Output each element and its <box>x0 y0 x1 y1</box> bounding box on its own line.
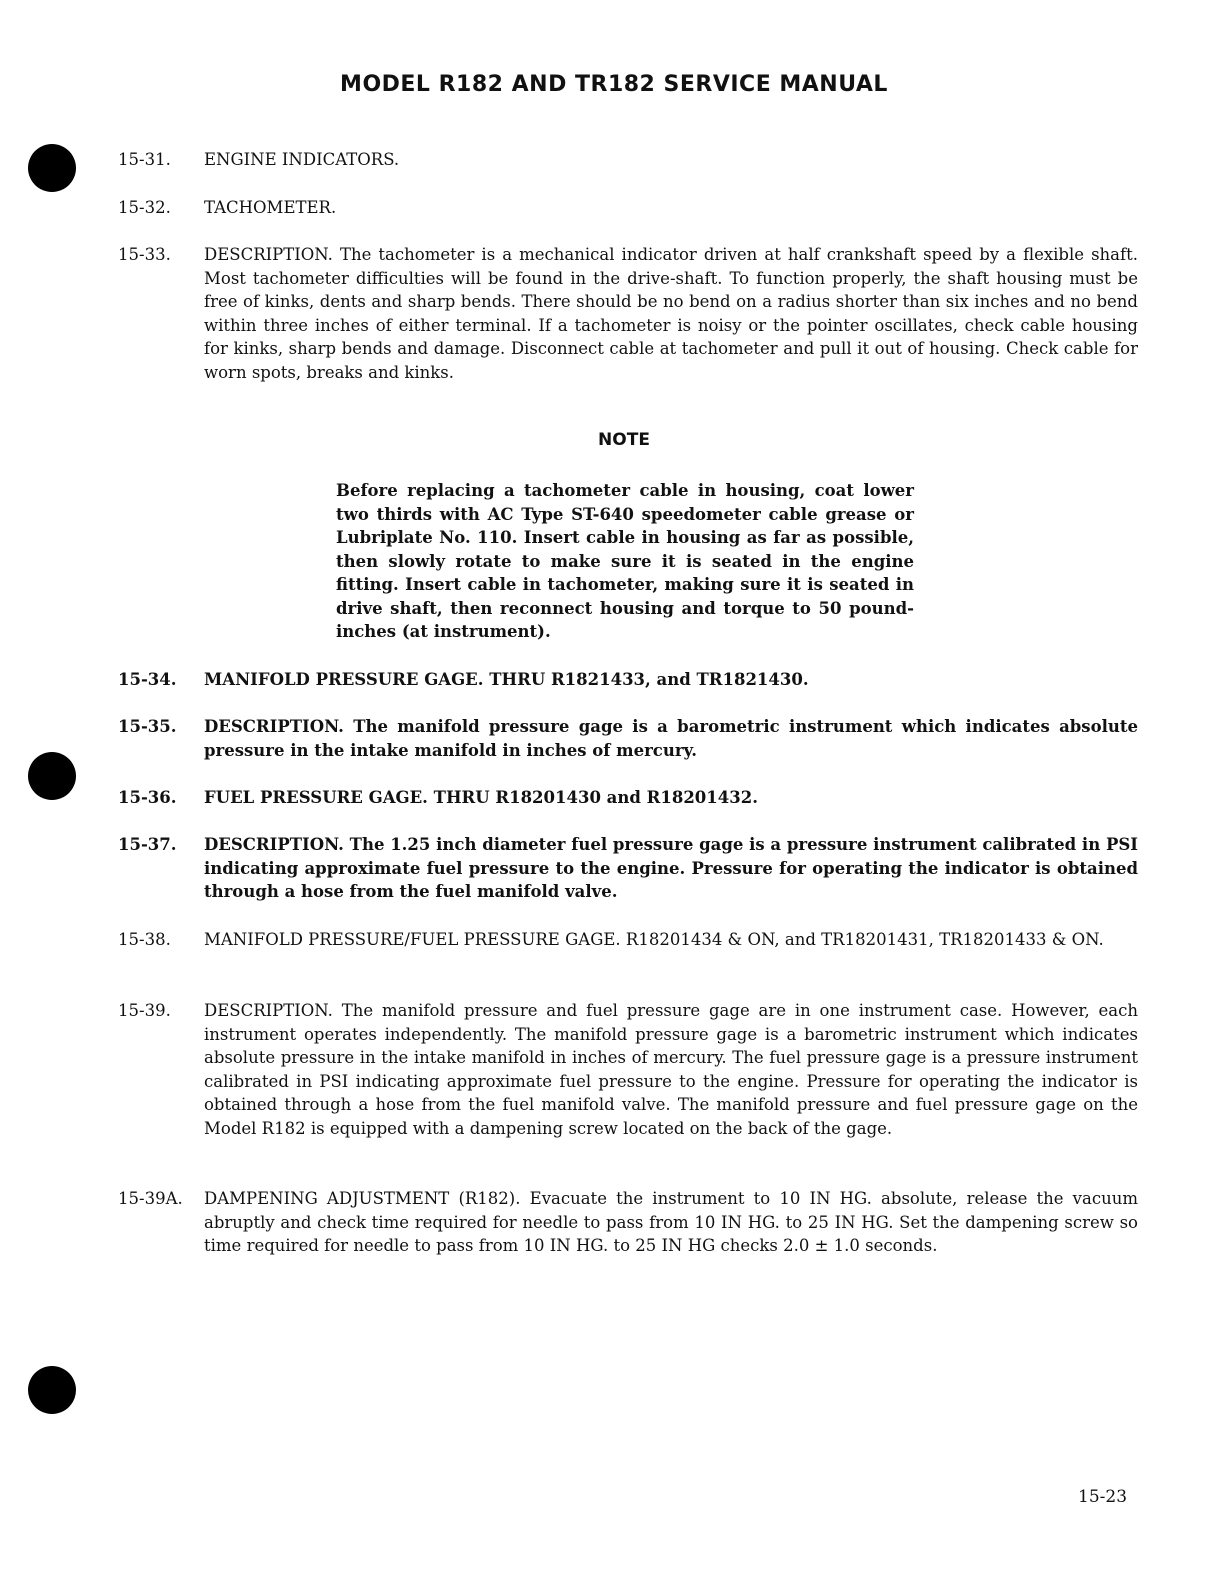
page-number: 15-23 <box>1078 1487 1128 1507</box>
paragraph-15-36 <box>118 786 1138 810</box>
paragraph-15-38 <box>118 928 1138 952</box>
paragraph-number: 15-35. <box>118 717 177 736</box>
paragraph-text: TACHOMETER. <box>204 198 337 217</box>
paragraph-15-31 <box>118 148 1138 172</box>
paragraph-15-39A <box>118 1187 1138 1258</box>
page-title: MODEL R182 AND TR182 SERVICE MANUAL <box>340 72 888 97</box>
paragraph-15-34 <box>118 668 1138 692</box>
paragraph-number: 15-33. <box>118 245 171 264</box>
paragraph-number: 15-38. <box>118 930 171 949</box>
paragraph-number: 15-39. <box>118 1001 171 1020</box>
paragraph-text: DESCRIPTION. The tachometer is a mechanical indicator driven at half crankshaft speed by a flexible shaft. Most tachometer difficulties will be found in the drive-shaft. To function properly, the shaft housing must be free of kinks, dents and sharp bends. There should be no bend on a radius shorter than six inches and no bend within three inches of either terminal. If a tachometer is noisy or the pointer oscillates, check cable housing for kinks, sharp bends and damage. Disconnect cable at tachometer and pull it out of housing. Check cable for worn spots, breaks and kinks. <box>204 245 1138 382</box>
paragraph-text: ENGINE INDICATORS. <box>204 150 400 169</box>
note-text: Before replacing a tachometer cable in housing, coat lower two thirds with AC Type ST-640 speedometer cable grease or Lubriplate No. 110. Insert cable in housing as far as possible, then slowly rotate to make sure it is seated in the engine fitting. Insert cable in tachometer, making sure it is seated in drive shaft, then reconnect housing and torque to 50 pound-inches (at instrument). <box>336 481 914 641</box>
paragraph-number: 15-31. <box>118 150 171 169</box>
paragraph-15-39 <box>118 999 1138 1140</box>
paragraph-number: 15-39A. <box>118 1189 183 1208</box>
paragraph-15-33 <box>118 243 1138 384</box>
note-heading: NOTE <box>598 430 650 450</box>
paragraph-text: DESCRIPTION. The 1.25 inch diameter fuel pressure gage is a pressure instrument calibrated in PSI indicating approximate fuel pressure to the engine. Pressure for operating the indicator is obtained through a hose from the fuel manifold valve. <box>204 835 1138 901</box>
paragraph-15-37 <box>118 833 1138 904</box>
punch-hole-bottom <box>28 1366 76 1414</box>
paragraph-number: 15-34. <box>118 670 177 689</box>
paragraph-text: FUEL PRESSURE GAGE. THRU R18201430 and R18201432. <box>204 788 758 807</box>
paragraph-15-32 <box>118 196 1138 220</box>
paragraph-number: 15-32. <box>118 198 171 217</box>
punch-hole-middle <box>28 752 76 800</box>
paragraph-number: 15-36. <box>118 788 177 807</box>
paragraph-text: DAMPENING ADJUSTMENT (R182). Evacuate the instrument to 10 IN HG. absolute, release the vacuum abruptly and check time required for needle to pass from 10 IN HG. to 25 IN HG. Set the dampening screw so time required for needle to pass from 10 IN HG. to 25 IN HG checks 2.0 ± 1.0 seconds. <box>204 1189 1138 1255</box>
paragraph-text: DESCRIPTION. The manifold pressure and fuel pressure gage are in one instrument case. However, each instrument operates independently. The manifold pressure gage is a barometric instrument which indicates absolute pressure in the intake manifold in inches of mercury. The fuel pressure gage is a pressure instrument calibrated in PSI indicating approximate fuel pressure to the engine. Pressure for operating the indicator is obtained through a hose from the fuel manifold valve. The manifold pressure and fuel pressure gage on the Model R182 is equipped with a dampening screw located on the back of the gage. <box>204 1001 1138 1138</box>
paragraph-text: DESCRIPTION. The manifold pressure gage is a barometric instrument which indicates absolute pressure in the intake manifold in inches of mercury. <box>204 717 1138 760</box>
paragraph-text: MANIFOLD PRESSURE/FUEL PRESSURE GAGE. R18201434 & ON, and TR18201431, TR18201433 & ON. <box>204 930 1104 949</box>
paragraph-text: MANIFOLD PRESSURE GAGE. THRU R1821433, and TR1821430. <box>204 670 809 689</box>
paragraph-15-35 <box>118 715 1138 762</box>
paragraph-number: 15-37. <box>118 835 177 854</box>
punch-hole-top <box>28 144 76 192</box>
